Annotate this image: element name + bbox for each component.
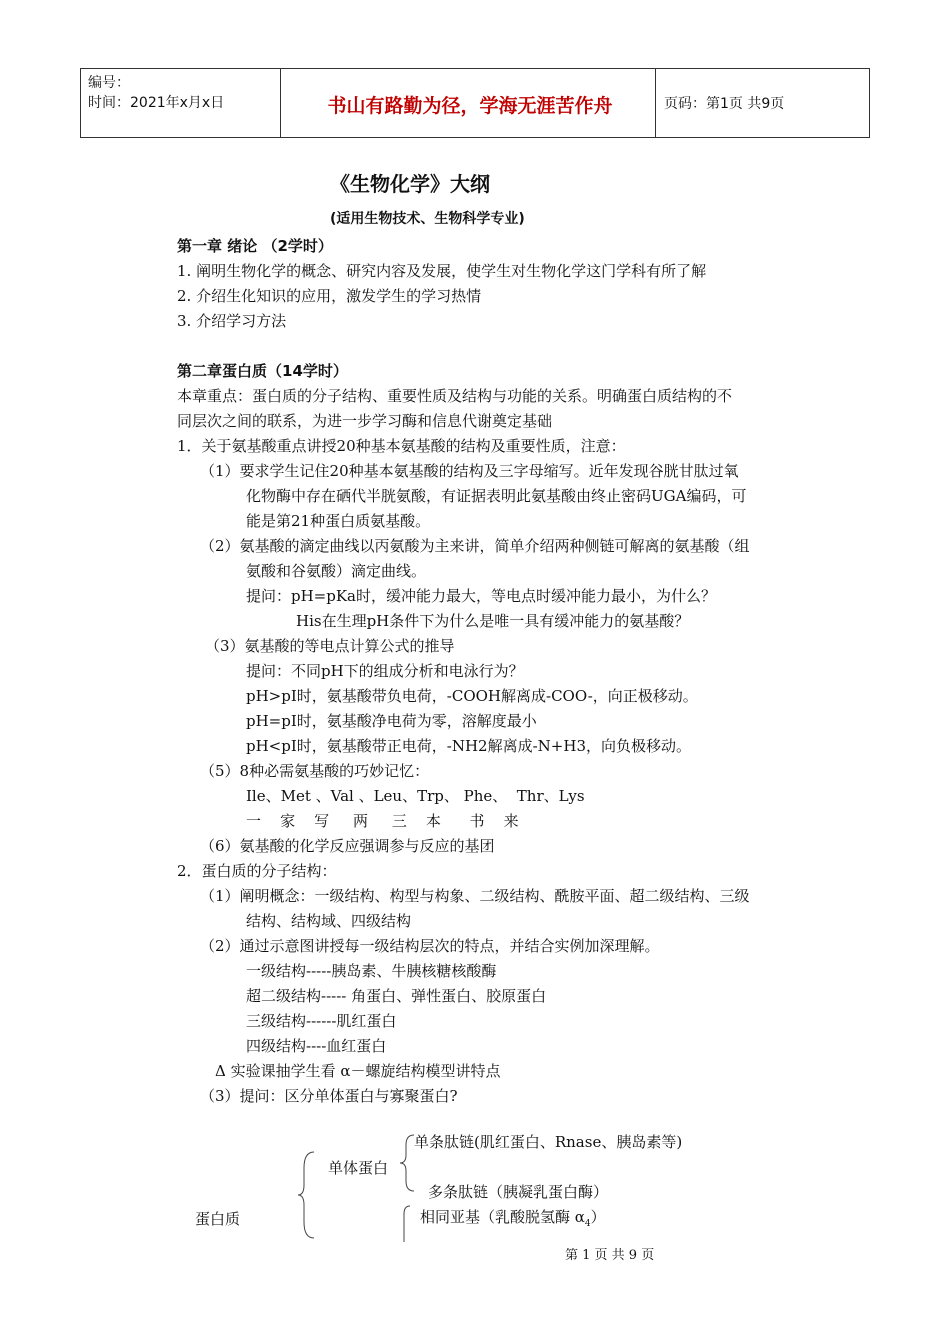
text-line: 提问：不同pH下的组成分析和电泳行为？	[246, 662, 524, 680]
text-line: （6）氨基酸的化学反应强调参与反应的基团	[200, 837, 495, 855]
tree-root: 蛋白质	[195, 1210, 241, 1228]
text-line: 能是第21种蛋白质氨基酸。	[246, 512, 431, 530]
tree-same-subunit	[420, 1206, 606, 1235]
text-line: His在生理pH条件下为什么是唯一具有缓冲能力的氨基酸？	[296, 612, 690, 630]
text-line: （3）提问：区分单体蛋白与寡聚蛋白?	[200, 1087, 458, 1105]
text-line: 一 家 写 两 三 本 书 来	[246, 812, 519, 830]
page-footer: 第 1 页 共 9 页	[565, 1248, 655, 1263]
tree-single-chain: 单条肽链(肌红蛋白、Rnase、胰岛素等)	[414, 1133, 683, 1151]
header-motto: 书山有路勤为径，学海无涯苦作舟	[327, 95, 613, 117]
text-line: （2）通过示意图讲授每一级结构层次的特点，并结合实例加深理解。	[200, 937, 660, 955]
text-line: （1）阐明概念：一级结构、构型与构象、二级结构、酰胺平面、超二级结构、三级	[200, 887, 750, 905]
text-line: 一级结构-----胰岛素、牛胰核糖核酸酶	[246, 962, 497, 980]
header-page-info: 页码：第1页 共9页	[664, 96, 785, 112]
text-line: pH=pI时，氨基酸净电荷为零，溶解度最小	[246, 712, 537, 730]
page-header	[80, 68, 870, 138]
text-line: （2）氨基酸的滴定曲线以丙氨酸为主来讲，简单介绍两种侧链可解离的氨基酸（组	[200, 537, 750, 555]
text-line: Ile、Met 、Val 、Leu、Trp、 Phe、 Thr、Lys	[246, 787, 585, 805]
text-line: Δ 实验课抽学生看 α－螺旋结构模型讲特点	[215, 1062, 501, 1080]
text-line: 本章重点：蛋白质的分子结构、重要性质及结构与功能的关系。明确蛋白质结构的不	[177, 387, 733, 405]
text-line: 三级结构------肌红蛋白	[246, 1012, 397, 1030]
doc-title: 《生物化学》大纲	[330, 172, 490, 196]
same-subunit-end: ）	[590, 1208, 606, 1226]
text-line: 1．关于氨基酸重点讲授20种基本氨基酸的结构及重要性质，注意：	[177, 437, 626, 455]
text-line: 3. 介绍学习方法	[177, 312, 287, 330]
text-line: （1）要求学生记住20种基本氨基酸的结构及三字母缩写。近年发现谷胱甘肽过氧	[200, 462, 739, 480]
number-label: 编号：	[88, 75, 130, 91]
text-line: （5）8种必需氨基酸的巧妙记忆：	[200, 762, 430, 780]
same-subunit-text: 相同亚基（乳酸脱氢酶 α	[420, 1208, 585, 1226]
text-line: 超二级结构----- 角蛋白、弹性蛋白、胶原蛋白	[246, 987, 547, 1005]
text-line: pH>pI时，氨基酸带负电荷，-COOH解离成-COO-，向正极移动。	[246, 687, 698, 705]
text-line: 1. 阐明生物化学的概念、研究内容及发展，使学生对生物化学这门学科有所了解	[177, 262, 707, 280]
chapter-1-heading: 第一章 绪论 （2学时）	[177, 237, 333, 255]
header-left	[88, 73, 224, 113]
text-line: 化物酶中存在硒代半胱氨酸，有证据表明此氨基酸由终止密码UGA编码，可	[246, 487, 747, 505]
text-line: 2．蛋白质的分子结构：	[177, 862, 337, 880]
tree-monomer: 单体蛋白	[328, 1159, 389, 1177]
same-subunit-sub: 4	[584, 1219, 591, 1229]
chapter-2-heading: 第二章蛋白质（14学时）	[177, 362, 348, 380]
text-line: 同层次之间的联系，为进一步学习酶和信息代谢奠定基础	[177, 412, 553, 430]
text-line: 四级结构----血红蛋白	[246, 1037, 387, 1055]
brace-left	[296, 1150, 316, 1240]
text-line: pH<pI时，氨基酸带正电荷，-NH2解离成-N+H3，向负极移动。	[246, 737, 691, 755]
text-line: 氨酸和谷氨酸）滴定曲线。	[246, 562, 427, 580]
brace-oligomer	[398, 1204, 412, 1244]
doc-subtitle: (适用生物技术、生物科学专业)	[330, 211, 525, 227]
text-line: 提问：pH=pKa时，缓冲能力最大，等电点时缓冲能力最小，为什么？	[246, 587, 717, 605]
text-line: （3）氨基酸的等电点计算公式的推导	[205, 637, 455, 655]
tree-multi-chain: 多条肽链（胰凝乳蛋白酶）	[428, 1183, 609, 1201]
text-line: 结构、结构域、四级结构	[246, 912, 412, 930]
text-line: 2. 介绍生化知识的应用，激发学生的学习热情	[177, 287, 482, 305]
time-label: 时间：2021年x月x日	[88, 95, 225, 111]
